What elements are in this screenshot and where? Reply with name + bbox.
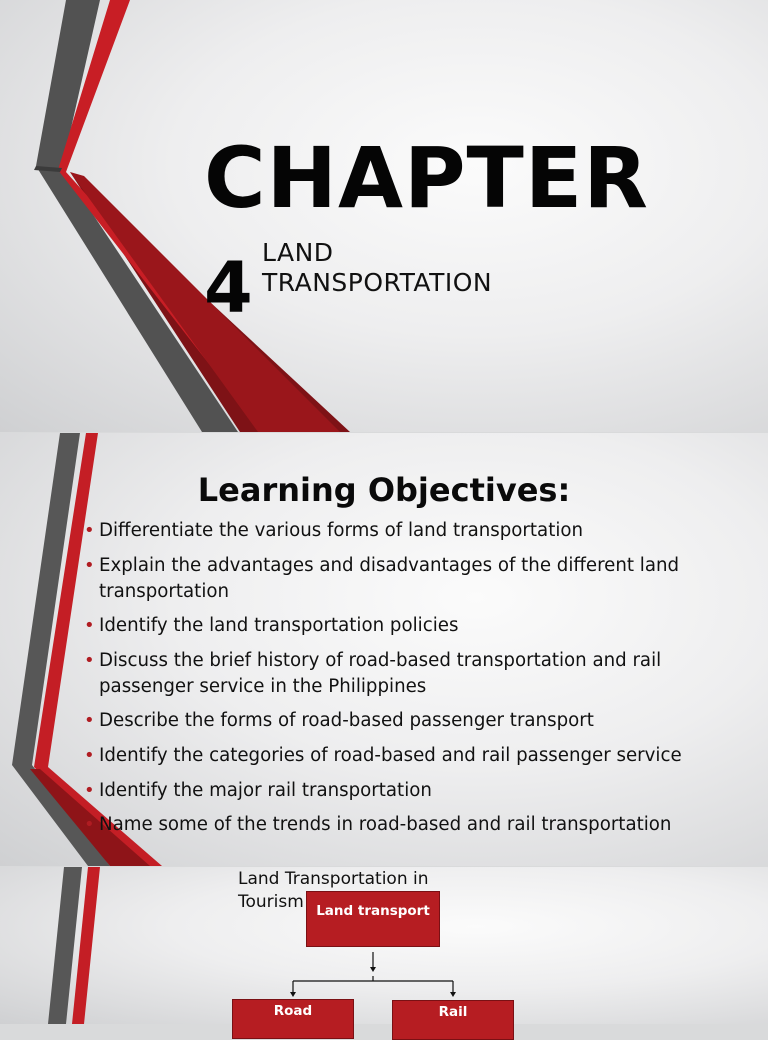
bullet-icon: • (84, 710, 95, 732)
list-item: • Differentiate the various forms of land transportation (84, 518, 754, 544)
list-item: • Explain the advantages and disadvantages of the different land transportation (84, 554, 680, 602)
list-item: • Name some of the trends in road-based and rail transportation (84, 812, 754, 838)
chapter-heading: CHAPTER (204, 129, 649, 227)
bullet-icon: • (84, 520, 95, 541)
title-slide (0, 0, 768, 432)
list-item: • Identify the categories of road-based and rail passenger service (84, 743, 754, 769)
bullet-icon: • (84, 554, 95, 576)
chapter-subtitle-line1: LAND (262, 238, 334, 267)
objectives-list (84, 518, 754, 847)
list-item: • Discuss the brief history of road-based transportation and rail passenger service in the Philippines (84, 649, 662, 697)
chapter-subtitle (262, 238, 492, 298)
land-transport-node: Land transport (306, 891, 440, 947)
diagram-title: Land Transportation in Tourism (238, 869, 429, 912)
objectives-title: Learning Objectives: (197, 471, 571, 509)
bullet-icon: • (84, 779, 95, 801)
bullet-icon: • (84, 649, 95, 671)
list-item: • Identify the land transportation policies (84, 613, 754, 639)
rail-node: Rail (392, 1000, 514, 1040)
list-item: • Describe the forms of road-based passenger transport (84, 708, 754, 734)
bullet-icon: • (84, 744, 95, 766)
chapter-number: 4 (204, 247, 253, 329)
chapter-subtitle-line2: TRANSPORTATION (262, 268, 493, 297)
bullet-icon: • (84, 615, 95, 637)
bullet-icon: • (84, 814, 95, 836)
road-node: Road (232, 999, 354, 1039)
list-item: • Identify the major rail transportation (84, 778, 754, 804)
